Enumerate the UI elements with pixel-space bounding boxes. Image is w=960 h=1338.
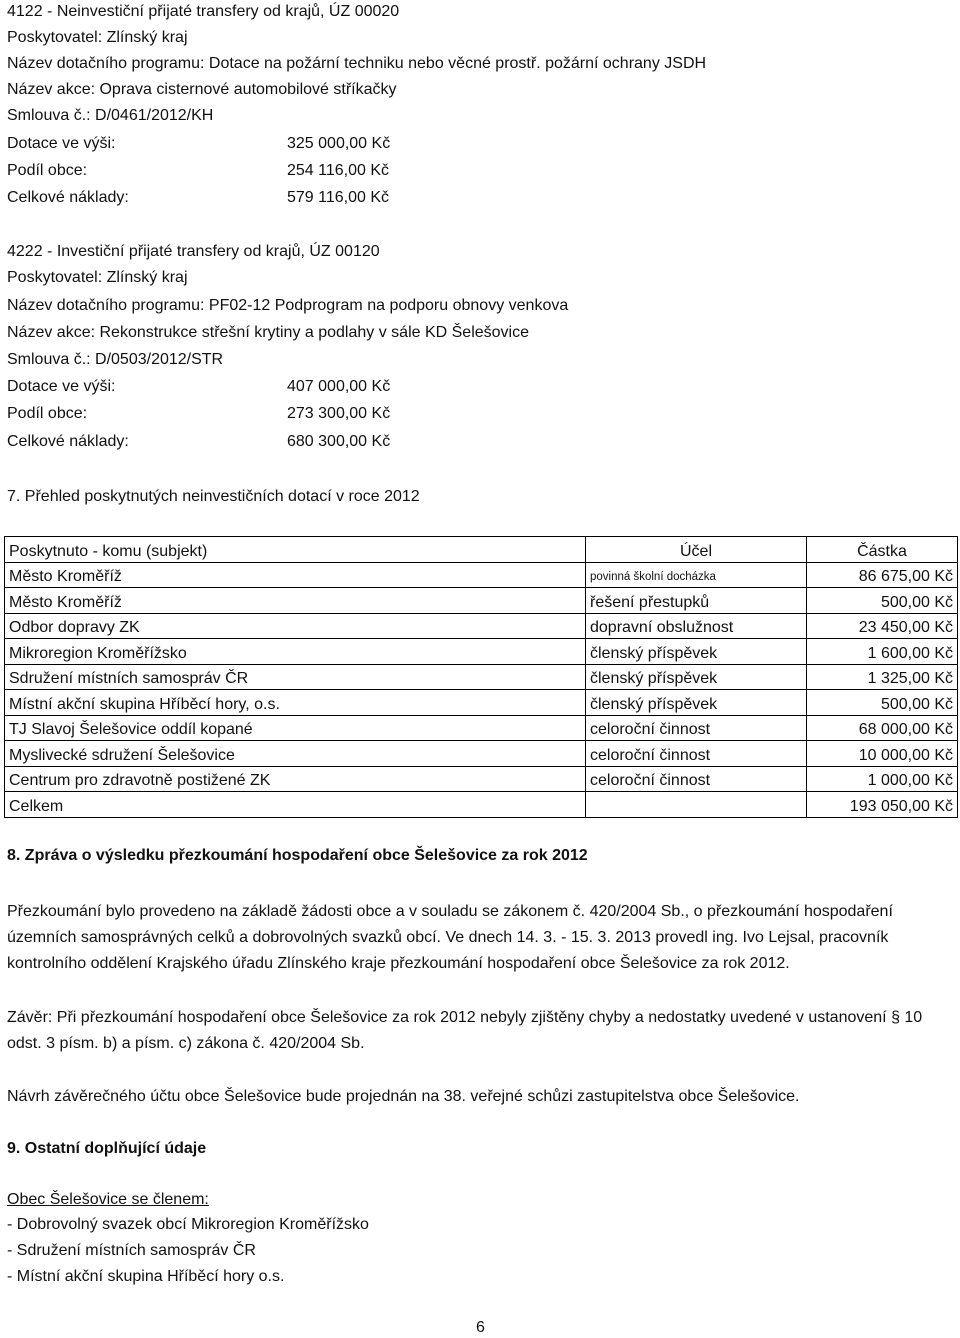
total-cost-label: Celkové náklady: [7,189,129,206]
section-8-heading: 8. Zpráva o výsledku přezkoumání hospodaření obce Šelešovice za rok 2012 [7,847,588,864]
membership-subheading: Obec Šelešovice se členem: [7,1191,209,1208]
section-7-heading: 7. Přehled poskytnutých neinvestičních dotací v roce 2012 [7,488,420,505]
table-row [5,613,958,639]
program-line: Název dotačního programu: Dotace na požární techniku nebo věcné prostř. požární ochrany JSDH [7,55,707,72]
amount-cell: 68 000,00 Kč [807,715,958,741]
grant-value: 325 000,00 Kč [287,135,391,152]
recipient-cell: Mikroregion Kroměřížsko [5,639,586,665]
invest-contract-line: Smlouva č.: D/0503/2012/STR [7,351,224,368]
share-value: 254 116,00 Kč [287,162,390,179]
amount-cell: 1 325,00 Kč [807,664,958,690]
header-recipient: Poskytnuto - komu (subjekt) [5,537,586,563]
table-header-row [5,537,958,563]
amount-cell: 86 675,00 Kč [807,562,958,588]
table-total-row [5,792,958,818]
invest-provider-line: Poskytovatel: Zlínský kraj [7,269,188,286]
purpose-cell: celoroční činnost [586,741,807,767]
amount-cell: 500,00 Kč [807,588,958,614]
table-row [5,766,958,792]
empty-cell [586,792,807,818]
purpose-cell: dopravní obslužnost [586,613,807,639]
invest-share-value: 273 300,00 Kč [287,405,391,422]
purpose-cell: celoroční činnost [586,766,807,792]
share-label: Podíl obce: [7,162,88,179]
invest-total-cost-value: 680 300,00 Kč [287,433,391,450]
invest-total-cost-label: Celkové náklady: [7,433,129,450]
table-row [5,562,958,588]
invest-grant-value: 407 000,00 Kč [287,378,391,395]
proposal-paragraph: Návrh závěrečného účtu obce Šelešovice bude projednán na 38. veřejné schůzi zastupitelstva obce Šelešovice. [7,1088,800,1105]
amount-cell: 500,00 Kč [807,690,958,716]
membership-item: - Sdružení místních samospráv ČR [7,1242,256,1259]
purpose-cell: celoroční činnost [586,715,807,741]
transfer-code-line: 4122 - Neinvestiční přijaté transfery od krajů, ÚZ 00020 [7,3,400,20]
table-row [5,588,958,614]
provider-line: Poskytovatel: Zlínský kraj [7,29,188,46]
table-row [5,715,958,741]
review-paragraph: Přezkoumání bylo provedeno na základě žádosti obce a v souladu se zákonem č. 420/2004 Sb., o přezkoumání hospodaření územních samosprávných celků a dobrovolných svazků obcí. Ve dnech 14. 3. - 15. 3. 2013 provedl ing. Ivo Lejsal, pracovník kontrolního oddělení Krajského úřadu Zlínského kraje přezkoumání hospodaření obce Šelešovice za rok 2012. [7,903,893,972]
table-row [5,690,958,716]
total-label-cell: Celkem [5,792,586,818]
purpose-cell: členský příspěvek [586,664,807,690]
header-purpose: Účel [586,537,807,563]
purpose-cell: povinná školní docházka [586,562,807,588]
page-number: 6 [476,1319,485,1336]
membership-item: - Dobrovolný svazek obcí Mikroregion Kroměřížsko [7,1216,369,1233]
conclusion-paragraph: Závěr: Při přezkoumání hospodaření obce Šelešovice za rok 2012 nebyly zjištěny chyby a nedostatky uvedené v ustanovení § 10 odst. 3 písm. b) a písm. c) zákona č. 420/2004 Sb. [7,1009,923,1052]
purpose-cell: členský příspěvek [586,690,807,716]
membership-item: - Místní akční skupina Hříběcí hory o.s. [7,1268,285,1285]
table-row [5,639,958,665]
header-amount: Částka [807,537,958,563]
recipient-cell: Myslivecké sdružení Šelešovice [5,741,586,767]
amount-cell: 10 000,00 Kč [807,741,958,767]
invest-share-label: Podíl obce: [7,405,88,422]
purpose-cell: řešení přestupků [586,588,807,614]
recipient-cell: TJ Slavoj Šelešovice oddíl kopané [5,715,586,741]
recipient-cell: Centrum pro zdravotně postižené ZK [5,766,586,792]
table-row [5,741,958,767]
purpose-cell: členský příspěvek [586,639,807,665]
amount-cell: 1 000,00 Kč [807,766,958,792]
recipient-cell: Místní akční skupina Hříběcí hory, o.s. [5,690,586,716]
table-row [5,664,958,690]
amount-cell: 1 600,00 Kč [807,639,958,665]
section-9-heading: 9. Ostatní doplňující údaje [7,1140,207,1157]
action-line: Název akce: Oprava cisternové automobilové stříkačky [7,81,397,98]
total-cost-value: 579 116,00 Kč [287,189,390,206]
contract-line: Smlouva č.: D/0461/2012/KH [7,107,214,124]
grant-label: Dotace ve výši: [7,135,116,152]
invest-transfer-code-line: 4222 - Investiční přijaté transfery od krajů, ÚZ 00120 [7,243,380,260]
invest-program-line: Název dotačního programu: PF02-12 Podprogram na podporu obnovy venkova [7,297,569,314]
recipient-cell: Město Kroměříž [5,562,586,588]
amount-cell: 23 450,00 Kč [807,613,958,639]
grants-table [4,536,958,818]
invest-action-line: Název akce: Rekonstrukce střešní krytiny a podlahy v sále KD Šelešovice [7,324,530,341]
recipient-cell: Sdružení místních samospráv ČR [5,664,586,690]
invest-grant-label: Dotace ve výši: [7,378,116,395]
recipient-cell: Město Kroměříž [5,588,586,614]
recipient-cell: Odbor dopravy ZK [5,613,586,639]
total-amount-cell: 193 050,00 Kč [807,792,958,818]
